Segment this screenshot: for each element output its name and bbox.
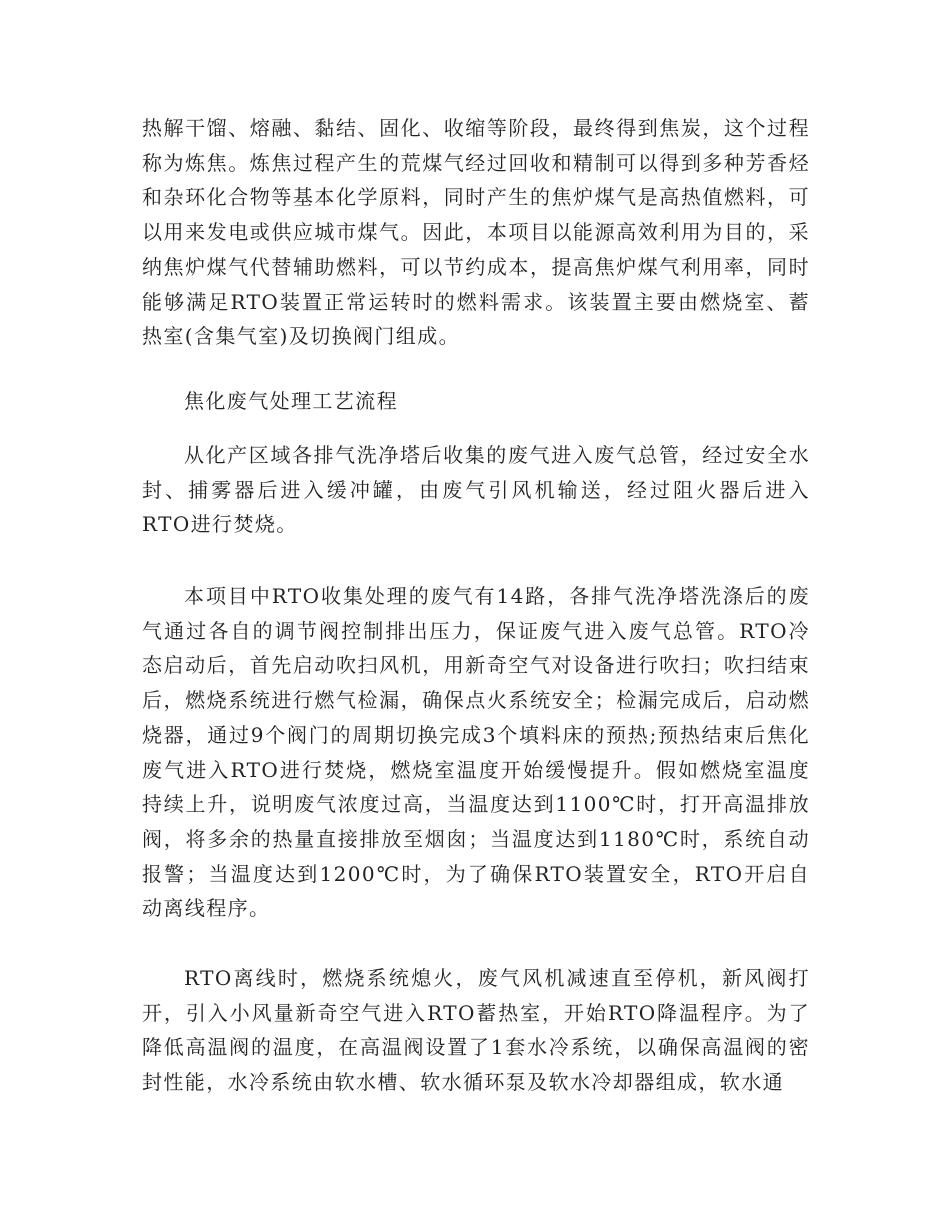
paragraph-rto-operation: 本项目中RTO收集处理的废气有14路，各排气洗净塔洗涤后的废气通过各自的调节阀控制排出压力，保证废气进入废气总管。RTO冷态启动后，首先启动吹扫风机，用新奇空气对设备进行吹扫；吹扫结束后，燃烧系统进行燃气检漏，确保点火系统安全；检漏完成后，启动燃烧器，通过9个阀门的周期切换完成3个填料床的预热;预热结束后焦化废气进入RTO进行焚烧，燃烧室温度开始缓慢提升。假如燃烧室温度持续上升，说明废气浓度过高，当温度达到1100℃时，打开高温排放阀，将多余的热量直接排放至烟囱；当温度达到1180℃时，系统自动报警；当温度达到1200℃时，为了确保RTO装置安全，RTO开启自动离线程序。: [142, 584, 810, 921]
section-heading-process-flow: 焦化废气处理工艺流程: [184, 389, 398, 413]
paragraph-rto-offline: RTO离线时，燃烧系统熄火，废气风机减速直至停机，新风阀打开，引入小风量新奇空气进入RTO蓄热室，开始RTO降温程序。为了降低高温阀的温度，在高温阀设置了1套水冷系统，以确保高温阀的密封性能，水冷系统由软水槽、软水循环泵及软水冷却器组成，软水通: [142, 966, 810, 1095]
paragraph-gas-collection: 从化产区域各排气洗净塔后收集的废气进入废气总管，经过安全水封、捕雾器后进入缓冲罐，由废气引风机输送，经过阻火器后进入RTO进行焚烧。: [142, 443, 810, 537]
paragraph-coking-intro: 热解干馏、熔融、黏结、固化、收缩等阶段，最终得到焦炭，这个过程称为炼焦。炼焦过程产生的荒煤气经过回收和精制可以得到多种芳香烃和杂环化合物等基本化学原料，同时产生的焦炉煤气是高热值燃料，可以用来发电或供应城市煤气。因此，本项目以能源高效利用为目的，采纳焦炉煤气代替辅助燃料，可以节约成本，提高焦炉煤气利用率，同时能够满足RTO装置正常运转时的燃料需求。该装置主要由燃烧室、蓄热室(含集气室)及切换阀门组成。: [142, 116, 810, 349]
